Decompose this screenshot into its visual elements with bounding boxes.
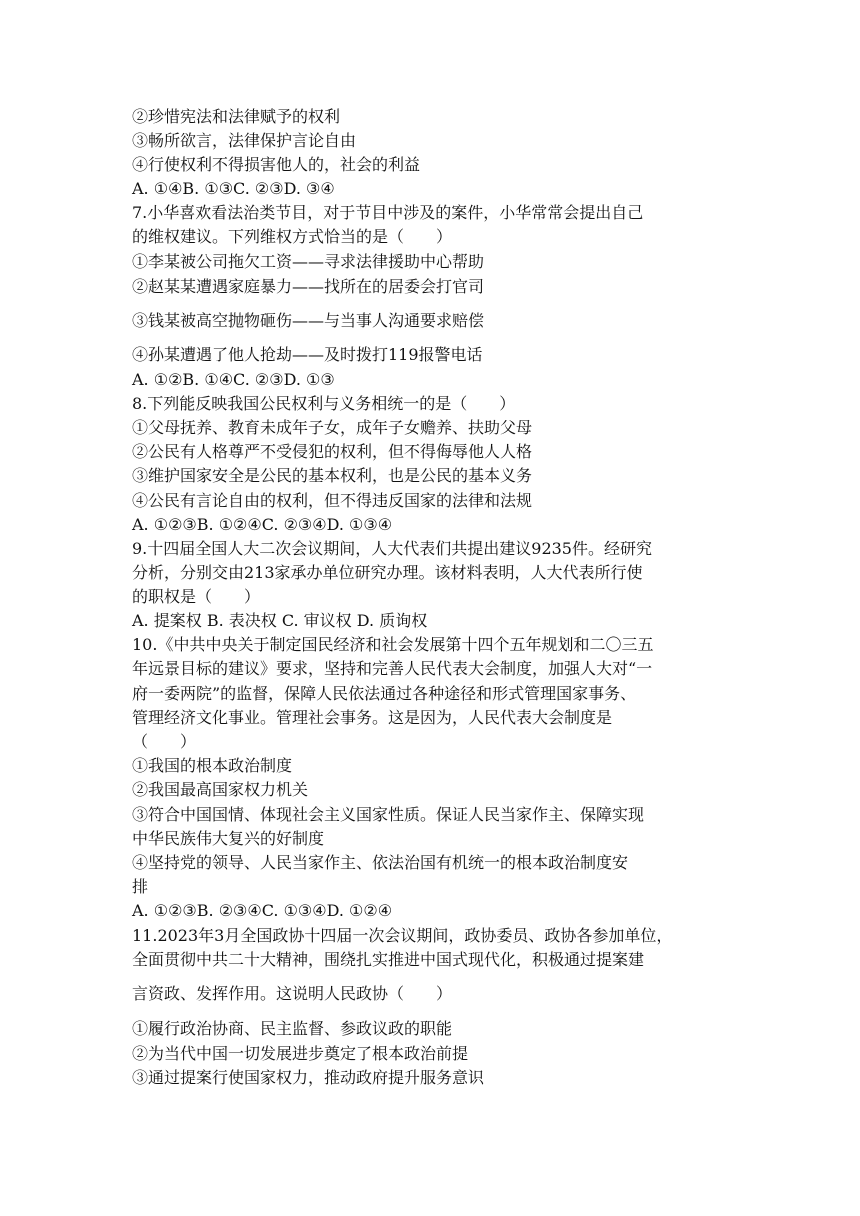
text-line: ②赵某某遭遇家庭暴力——找所在的居委会打官司 (132, 277, 485, 296)
text-line: A. ①②B. ①④C. ②③D. ①③ (132, 370, 335, 389)
text-line: ①李某被公司拖欠工资——寻求法律援助中心帮助 (132, 252, 485, 271)
text-line: ③符合中国国情、体现社会主义国家性质。保证人民当家作主、保障实现 (132, 805, 645, 824)
text-line: ①履行政治协商、民主监督、参政议政的职能 (132, 1019, 453, 1038)
text-line: A. ①②③B. ②③④C. ①③④D. ①②④ (132, 901, 393, 920)
text-line: ④公民有言论自由的权利，但不得违反国家的法律和法规 (132, 491, 533, 510)
text-line: ②为当代中国一切发展进步奠定了根本政治前提 (132, 1044, 469, 1063)
text-line: 8.下列能反映我国公民权利与义务相统一的是（ ） (132, 394, 516, 413)
text-line: A. ①②③B. ①②④C. ②③④D. ①③④ (132, 515, 393, 534)
text-line: 11.2023年3月全国政协十四届一次会议期间，政协委员、政协各参加单位， (132, 926, 673, 945)
text-line: ①父母抚养、教育未成年子女，成年子女赡养、扶助父母 (132, 418, 533, 437)
text-line: ①我国的根本政治制度 (132, 756, 293, 775)
text-line: 的维权建议。下列维权方式恰当的是（ ） (132, 227, 453, 246)
text-line: 府一委两院”的监督，保障人民依法通过各种途径和形式管理国家事务、 (132, 684, 637, 703)
text-line: 10.《中共中央关于制定国民经济和社会发展第十四个五年规划和二〇三五 (132, 635, 654, 654)
text-line: ④行使权利不得损害他人的，社会的利益 (132, 155, 421, 174)
text-line: ②公民有人格尊严不受侵犯的权利，但不得侮辱他人人格 (132, 442, 533, 461)
text-line: 年远景目标的建议》要求，坚持和完善人民代表大会制度，加强人大对“一 (132, 659, 653, 678)
text-line: ②珍惜宪法和法律赋予的权利 (132, 107, 341, 126)
text-line: ③维护国家安全是公民的基本权利，也是公民的基本义务 (132, 466, 533, 485)
text-line: A. ①④B. ①③C. ②③D. ③④ (132, 179, 335, 198)
text-line: 中华民族伟大复兴的好制度 (132, 829, 325, 848)
text-line: ③通过提案行使国家权力，推动政府提升服务意识 (132, 1068, 485, 1087)
text-line: 排 (132, 877, 149, 896)
text-line: 全面贯彻中共二十大精神，围绕扎实推进中国式现代化，积极通过提案建 (132, 950, 645, 969)
text-line: 分析，分别交由213家承办单位研究办理。该材料表明，人大代表所行使 (132, 563, 643, 582)
text-line: 的职权是（ ） (132, 587, 261, 606)
text-line: ③钱某被高空抛物砸伤——与当事人沟通要求赔偿 (132, 311, 485, 330)
text-line: 管理经济文化事业。管理社会事务。这是因为，人民代表大会制度是 (132, 708, 613, 727)
text-line: 言资政、发挥作用。这说明人民政协（ ） (132, 984, 453, 1003)
text-line: ④孙某遭遇了他人抢劫——及时拨打119报警电话 (132, 345, 483, 364)
text-line: （ ） (132, 732, 197, 751)
text-line: ②我国最高国家权力机关 (132, 780, 309, 799)
text-line: 9.十四届全国人大二次会议期间，人大代表们共提出建议9235件。经研究 (132, 539, 652, 558)
text-line: ③畅所欲言，法律保护言论自由 (132, 131, 357, 150)
text-line: 7.小华喜欢看法治类节目，对于节目中涉及的案件，小华常常会提出自己 (132, 203, 644, 222)
text-line: A. 提案权 B. 表决权 C. 审议权 D. 质询权 (132, 611, 428, 630)
text-line: ④坚持党的领导、人民当家作主、依法治国有机统一的根本政治制度安 (132, 853, 629, 872)
